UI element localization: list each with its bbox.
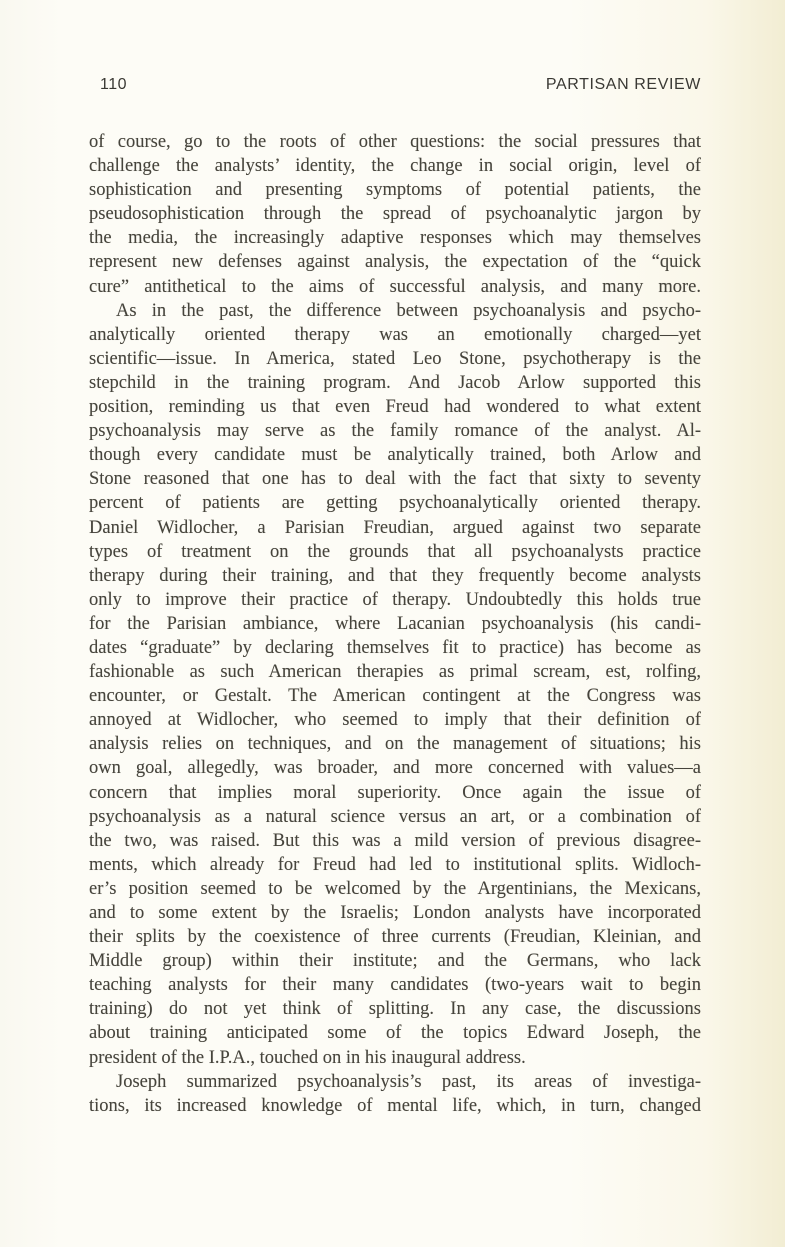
text-line: own goal, allegedly, was broader, and more concerned with values—a (89, 758, 701, 779)
paragraph (89, 1070, 701, 1118)
text-line: the media, the increasingly adaptive responses which may themselves (89, 228, 701, 249)
text-line: Daniel Widlocher, a Parisian Freudian, argued against two separate (89, 517, 701, 538)
paragraph (89, 130, 701, 299)
page-text (89, 130, 701, 1118)
text-line: percent of patients are getting psychoanalytically oriented therapy. (89, 493, 701, 514)
text-line: training) do not yet think of splitting. In any case, the discussions (89, 999, 701, 1020)
page-number: 110 (100, 76, 128, 93)
text-line: stepchild in the training program. And Jacob Arlow supported this (89, 372, 701, 393)
paragraph (89, 299, 701, 1070)
text-line: psychoanalysis may serve as the family romance of the analyst. Al- (89, 421, 701, 442)
text-line: their splits by the coexistence of three currents (Freudian, Kleinian, and (89, 927, 701, 948)
text-line: the two, was raised. But this was a mild version of previous disagree- (89, 830, 701, 851)
text-line: pseudosophistication through the spread of psychoanalytic jargon by (89, 204, 701, 225)
text-line: represent new defenses against analysis, the expectation of the “quick (89, 252, 701, 273)
text-line: analytically oriented therapy was an emotionally charged—yet (89, 324, 701, 345)
text-line: Middle group) within their institute; and the Germans, who lack (89, 951, 701, 972)
text-line: president of the I.P.A., touched on in his inaugural address. (89, 1047, 526, 1068)
text-line: As in the past, the difference between psychoanalysis and psycho- (116, 300, 701, 321)
text-line: position, reminding us that even Freud had wondered to what extent (89, 397, 701, 418)
text-line: cure” antithetical to the aims of successful analysis, and many more. (89, 276, 701, 297)
text-line: dates “graduate” by declaring themselves fit to practice) has become as (89, 637, 701, 658)
text-line: Joseph summarized psychoanalysis’s past, its areas of investiga- (116, 1071, 701, 1092)
journal-title: PARTISAN REVIEW (545, 76, 701, 93)
text-line: challenge the analysts’ identity, the change in social origin, level of (89, 156, 701, 177)
text-line: scientific—issue. In America, stated Leo Stone, psychotherapy is the (89, 348, 701, 369)
page-header (89, 76, 701, 93)
text-line: types of treatment on the grounds that all psychoanalysts practice (89, 541, 701, 562)
text-line: of course, go to the roots of other questions: the social pressures that (89, 132, 701, 152)
text-line: tions, its increased knowledge of mental life, which, in turn, changed (89, 1095, 701, 1116)
text-line: teaching analysts for their many candidates (two-years wait to begin (89, 975, 701, 996)
text-line: encounter, or Gestalt. The American contingent at the Congress was (89, 686, 701, 707)
text-line: and to some extent by the Israelis; London analysts have incorporated (89, 903, 701, 923)
text-line: psychoanalysis as a natural science versus an art, or a combination of (89, 806, 701, 827)
text-line: for the Parisian ambiance, where Lacanian psychoanalysis (his candi- (89, 613, 701, 634)
text-line: only to improve their practice of therapy. Undoubtedly this holds true (89, 589, 701, 610)
text-line: though every candidate must be analytically trained, both Arlow and (89, 445, 701, 466)
text-line: about training anticipated some of the topics Edward Joseph, the (89, 1023, 701, 1044)
text-line: sophistication and presenting symptoms of potential patients, the (89, 180, 701, 201)
text-line: concern that implies moral superiority. Once again the issue of (89, 782, 701, 803)
text-line: therapy during their training, and that they frequently become analysts (89, 565, 701, 586)
text-line: Stone reasoned that one has to deal with the fact that sixty to seventy (89, 469, 701, 490)
text-line: fashionable as such American therapies as primal scream, est, rolfing, (89, 662, 701, 683)
text-line: ments, which already for Freud had led to institutional splits. Widloch- (89, 854, 701, 875)
text-line: analysis relies on techniques, and on the management of situations; his (89, 734, 701, 755)
text-line: er’s position seemed to be welcomed by the Argentinians, the Mexicans, (89, 878, 701, 899)
text-line: annoyed at Widlocher, who seemed to imply that their definition of (89, 710, 701, 731)
